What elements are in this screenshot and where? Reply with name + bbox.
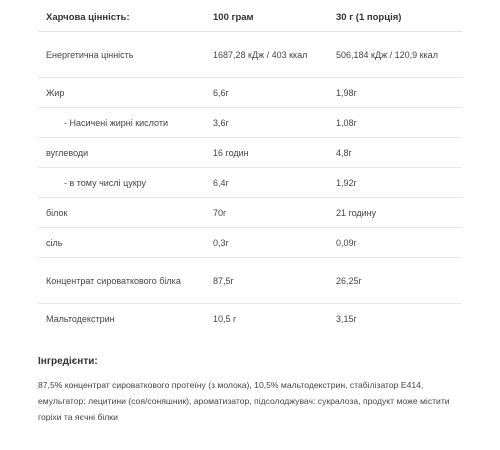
table-row <box>38 138 462 168</box>
table-row <box>38 78 462 108</box>
value-per-serving: 1,92г <box>328 168 462 198</box>
value-per-100g: 0,3г <box>205 228 328 258</box>
header-nutrition-value: Харчова цінність: <box>38 4 205 32</box>
value-per-serving: 3,15г <box>336 313 357 324</box>
ingredients-text: 87,5% концентрат сироваткового протеїну (з молока), 10,5% мальтодекстрин, стабілізатор Е414, емульгатор: лецитини (соя/соняшник), ароматизатор, підсолоджувач: сукралоза, продукт може містити горіхи та яєчні білки <box>38 380 450 422</box>
nutrient-name: Мальтодекстрин <box>46 313 115 324</box>
nutrient-name: сіль <box>38 228 205 258</box>
table-row <box>38 228 462 258</box>
table-header-row <box>38 4 462 32</box>
nutrient-name: Жир <box>38 78 205 108</box>
value-per-100g: 3,6г <box>205 108 328 138</box>
value-per-serving: 0,09г <box>328 228 462 258</box>
ingredients-title: Інгредієнти: <box>38 356 98 367</box>
table-row <box>38 258 462 304</box>
table-row <box>38 108 462 138</box>
value-per-100g: 1687,28 кДж / 403 ккал <box>205 32 328 78</box>
nutrient-name: - в тому числі цукру <box>38 168 205 198</box>
value-per-100g: 10,5 г <box>213 313 237 324</box>
table-row <box>38 198 462 228</box>
value-per-100g: 6,6г <box>205 78 328 108</box>
value-per-100g: 70г <box>205 198 328 228</box>
nutrition-table <box>38 4 462 333</box>
value-per-serving: 1,98г <box>328 78 462 108</box>
nutrient-name: - Насичені жирні кислоти <box>38 108 205 138</box>
header-per-serving: 30 г (1 порція) <box>328 4 462 32</box>
value-per-serving: 4,8г <box>328 138 462 168</box>
value-per-serving: 1,08г <box>328 108 462 138</box>
nutrient-name: вуглеводи <box>38 138 205 168</box>
value-per-serving: 506,184 кДж / 120,9 ккал <box>328 32 462 78</box>
nutrient-name: Енергетична цінність <box>38 32 205 78</box>
value-per-100g: 16 годин <box>205 138 328 168</box>
header-per-100g: 100 грам <box>205 4 328 32</box>
value-per-100g: 6,4г <box>205 168 328 198</box>
ingredients-section <box>38 356 468 425</box>
table-row <box>38 32 462 78</box>
value-per-100g: 87,5г <box>205 258 328 304</box>
table-row <box>38 168 462 198</box>
nutrient-name: Концентрат сироваткового білка <box>38 258 205 304</box>
value-per-serving: 21 годину <box>328 198 462 228</box>
nutrient-name: білок <box>38 198 205 228</box>
value-per-serving: 26,25г <box>328 258 462 304</box>
table-row <box>38 304 462 334</box>
